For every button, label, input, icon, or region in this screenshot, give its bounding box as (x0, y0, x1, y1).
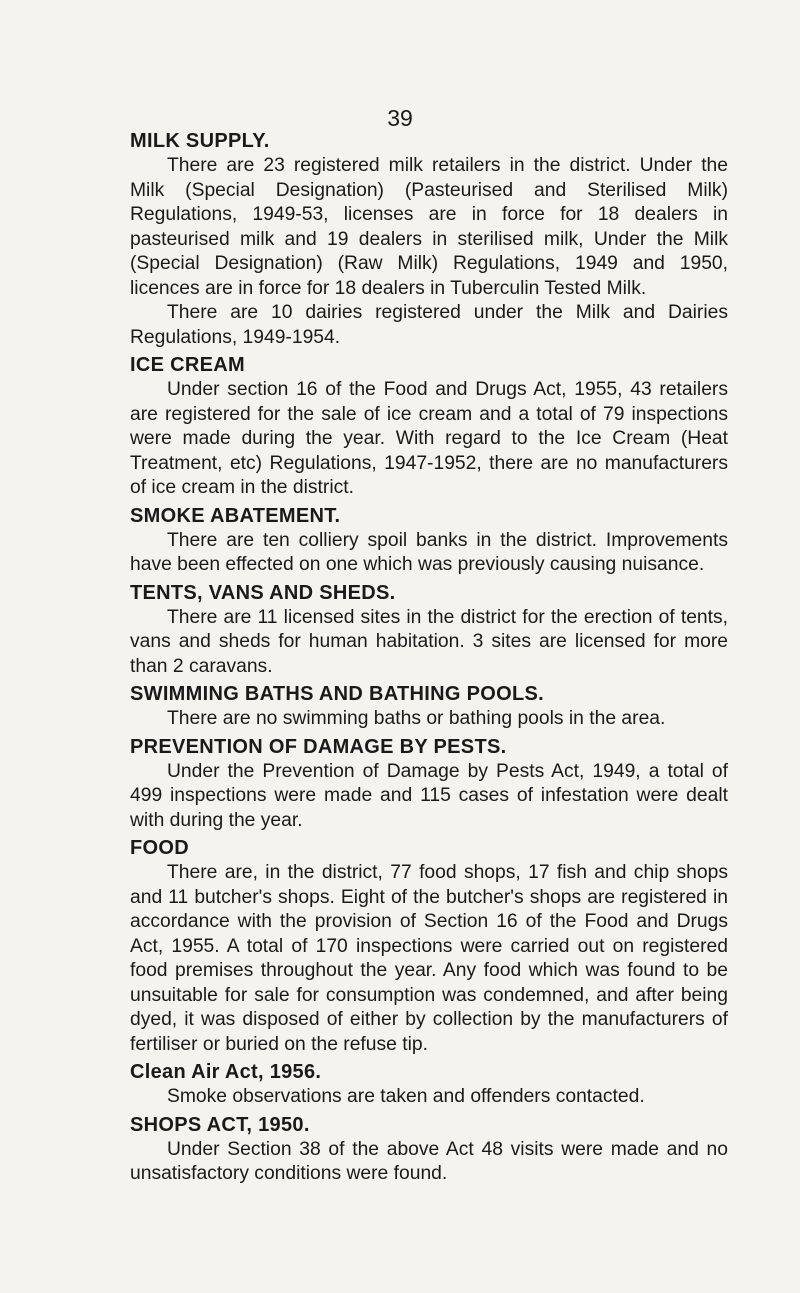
section-paragraph: There are, in the district, 77 food shops, 17 fish and chip shops and 11 butcher's shops. Eight of the butcher's shops are registered in accordance with the provision of Section 16 of the Food and Drugs Act, 1955. A total of 170 inspections were carried out on registered food premises throughout the year. Any food which was found to be unsuitable for sale for consumption was condemned, and after being dyed, it was disposed of either by collection by the manufacturers of fertiliser or buried on the refuse tip. (130, 862, 728, 1055)
section-heading: ICE CREAM (130, 354, 245, 376)
section-paragraph: There are ten colliery spoil banks in the district. Improvements have been effected on one which was previously causing nuisance. (130, 529, 728, 575)
section-shops-act (130, 1112, 728, 1187)
section-paragraph: There are 23 registered milk retailers in the district. Under the Milk (Special Designation) (Pasteurised and Sterilised Milk) Regulations, 1949-53, licenses are in force for 18 dealers in pasteurised milk and 19 dealers in sterilised milk, Under the Milk (Special Designation) (Raw Milk) Regulations, 1949 and 1950, licences are in force for 18 dealers in Tuberculin Tested Milk. (130, 155, 728, 299)
section-food (130, 835, 728, 1057)
section-heading: SMOKE ABATEMENT. (130, 504, 341, 527)
page-content (130, 128, 728, 1189)
section-paragraph: There are 11 licensed sites in the district for the erection of tents, vans and sheds for human habitation. 3 sites are licensed for more than 2 caravans. (130, 606, 728, 677)
section-prevention-of-pests (130, 734, 728, 834)
section-clean-air-act (130, 1059, 728, 1110)
section-heading: MILK SUPPLY. (130, 130, 270, 152)
section-tents-vans-sheds (130, 580, 728, 680)
section-heading: SWIMMING BATHS AND BATHING POOLS. (130, 683, 544, 705)
section-ice-cream (130, 352, 728, 501)
section-heading: Clean Air Act, 1956. (130, 1061, 322, 1083)
section-swimming-baths (130, 681, 728, 732)
section-paragraph: Under the Prevention of Damage by Pests Act, 1949, a total of 499 inspections were made and 115 cases of infestation were dealt with during the year. (130, 760, 728, 831)
section-paragraph: There are no swimming baths or bathing pools in the area. (167, 708, 666, 729)
section-heading: SHOPS ACT, 1950. (130, 1113, 310, 1136)
section-paragraph: Smoke observations are taken and offenders contacted. (167, 1086, 645, 1107)
section-heading: TENTS, VANS AND SHEDS. (130, 581, 396, 604)
section-paragraph: Under Section 38 of the above Act 48 visits were made and no unsatisfactory conditions were found. (130, 1138, 728, 1184)
section-heading: PREVENTION OF DAMAGE BY PESTS. (130, 735, 507, 758)
section-smoke-abatement (130, 503, 728, 578)
page-number: 39 (387, 105, 413, 131)
section-heading: FOOD (130, 837, 189, 859)
section-milk-supply (130, 128, 728, 350)
section-paragraph: Under section 16 of the Food and Drugs Act, 1955, 43 retailers are registered for the sale of ice cream and a total of 79 inspections were made during the year. With regard to the Ice Cream (Heat Treatment, etc) Regulations, 1947-1952, there are no manufacturers of ice cream in the district. (130, 379, 728, 498)
section-paragraph: There are 10 dairies registered under the Milk and Dairies Regulations, 1949-1954. (130, 302, 728, 348)
